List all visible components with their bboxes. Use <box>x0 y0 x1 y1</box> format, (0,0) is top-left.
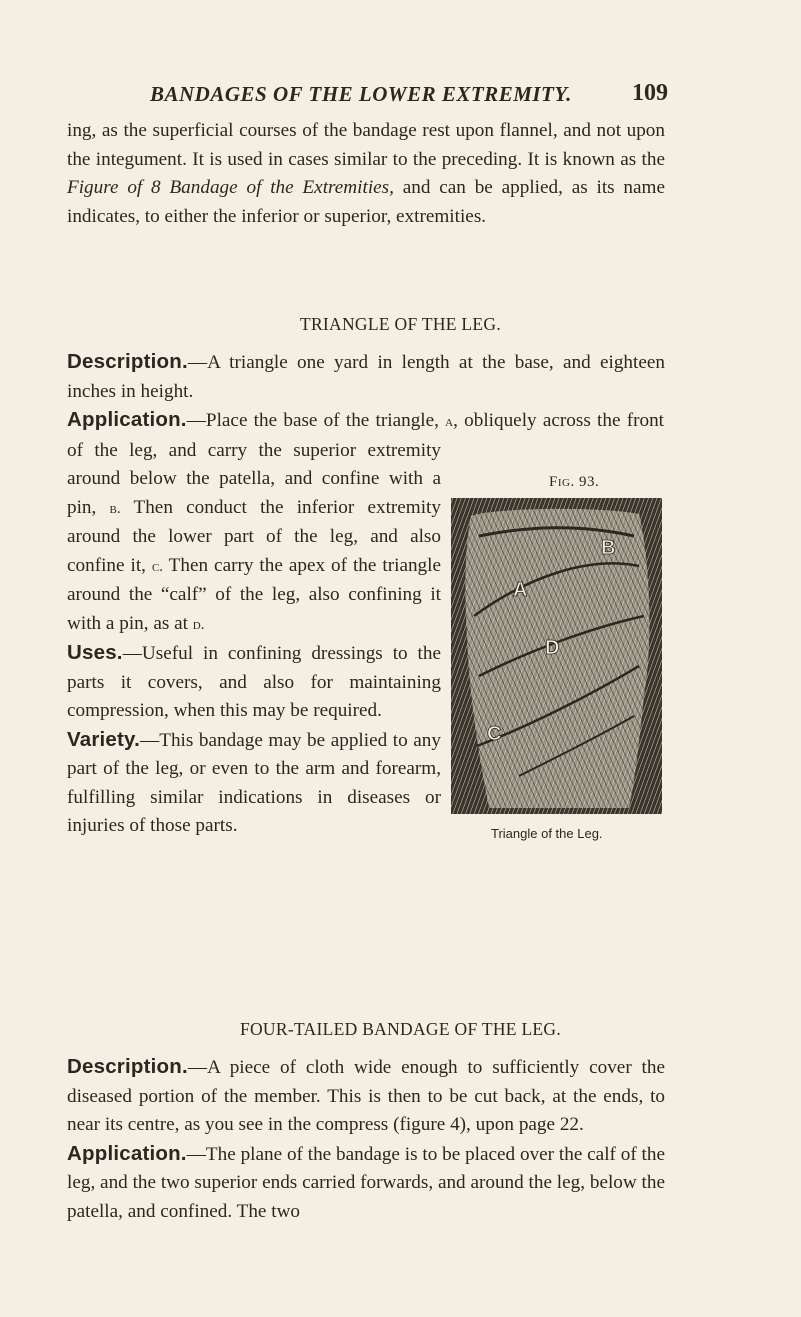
figure-letter: C <box>487 723 502 745</box>
triangle-section <box>67 348 665 848</box>
figure-letter: A <box>513 579 528 601</box>
application-text: —The plane of the bandage is to be placed over the calf of the leg, and the two superior ends carried forwards, and around the leg, below the patella, and confined. The two <box>67 1143 665 1222</box>
running-head: BANDAGES OF THE LOWER EXTREMITY. <box>150 82 572 106</box>
letter-d: d. <box>192 616 205 633</box>
uses-text: —Useful in confining dressings to the parts it covers, and also for maintaining compression, when this may be required. <box>67 643 441 721</box>
variety-label: Variety. <box>67 727 141 751</box>
variety-text: —This bandage may be applied to any part of the leg, or even to the arm and forearm, fulfilling similar indications in diseases or injuries of those parts. <box>67 729 441 836</box>
application-text: Then conduct the inferior extremity around the lower part of the leg, and also confine it, <box>67 496 441 576</box>
figure-caption: Triangle of the Leg. <box>491 826 603 841</box>
section-heading-triangle: TRIANGLE OF THE LEG. <box>299 314 502 334</box>
description-label: Description. <box>67 1055 188 1078</box>
intro-italic-title: Figure of 8 Bandage of the Extremities, <box>67 177 394 198</box>
spacer <box>664 406 665 462</box>
intro-text-2: and can be applied, as its name indicates, to either the inferior or superior, extremities. <box>67 177 665 227</box>
four-tailed-application <box>67 1140 665 1227</box>
application-text: , obliquely across the front of the leg, and carry the superior extremity around below the patella, and confine with a pin, <box>67 410 664 518</box>
application-text: Then carry the apex of the triangle around the “calf” of the leg, also confining it with a pin, as at <box>67 554 441 634</box>
section-heading-four-tailed: FOUR-TAILED BANDAGE OF THE LEG. <box>239 1019 562 1039</box>
four-tailed-section <box>67 1053 665 1226</box>
intro-text-1: ing, as the superficial courses of the bandage rest upon flannel, and not upon the integument. It is used in cases similar to the preceding. It is known as the <box>67 120 665 170</box>
letter-b: b. <box>109 500 121 517</box>
description-text: —A piece of cloth wide enough to sufficiently cover the diseased portion of the member. This is then to be cut back, at the ends, to near its centre, as you see in the compress (figure 4), upon page 22. <box>67 1057 665 1135</box>
application-label: Application. <box>67 1141 187 1165</box>
uses-label: Uses. <box>67 641 123 664</box>
figure-number: Fig. 93. <box>549 474 600 490</box>
description-text: —A triangle one yard in length at the base, and eighteen inches in height. <box>67 352 665 402</box>
four-tailed-description <box>67 1053 665 1140</box>
letter-c: c. <box>151 558 164 575</box>
letter-a: a <box>445 414 454 430</box>
triangle-of-leg-illustration <box>449 496 664 816</box>
figure-letter: D <box>545 637 560 659</box>
description-label: Description. <box>67 350 188 373</box>
page-number: 109 <box>632 80 668 106</box>
application-label: Application. <box>67 408 187 431</box>
figure-93 <box>449 468 669 846</box>
intro-paragraph <box>67 117 665 231</box>
figure-letter: B <box>601 537 616 559</box>
triangle-description <box>67 348 665 406</box>
application-text: —Place the base of the triangle, <box>186 410 446 431</box>
